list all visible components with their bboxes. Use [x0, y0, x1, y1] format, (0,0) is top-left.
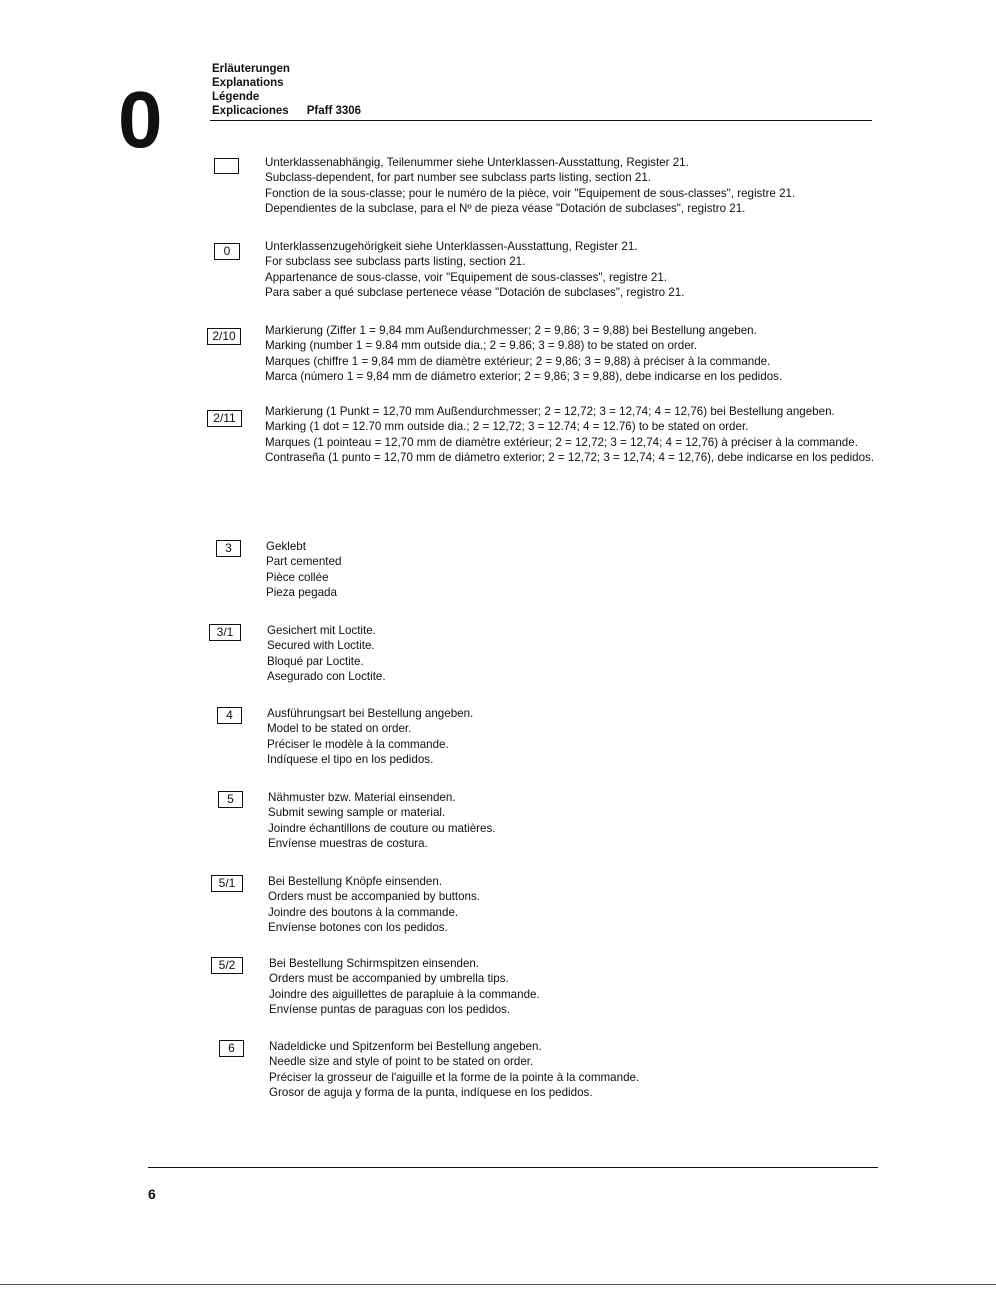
legend-line-de: Markierung (Ziffer 1 = 9,84 mm Außendurchmesser; 2 = 9,86; 3 = 9,88) bei Bestellung angeben. [265, 324, 757, 337]
header-title-de: Erläuterungen [212, 63, 290, 75]
legend-line-en: Needle size and style of point to be stated on order. [269, 1055, 534, 1069]
legend-line-de: Gesichert mit Loctite. [267, 624, 376, 637]
legend-text [265, 239, 875, 301]
legend-symbol: 5 [218, 791, 243, 808]
legend-line-en: Orders must be accompanied by umbrella tips. [269, 972, 509, 986]
legend-line-es: Envíense botones con los pedidos. [268, 921, 448, 935]
legend-line-de: Nadeldicke und Spitzenform bei Bestellung angeben. [269, 1040, 542, 1053]
header-title-fr: Légende [212, 91, 260, 103]
legend-line-es: Envíense muestras de costura. [268, 837, 428, 851]
page-number: 6 [148, 1186, 156, 1202]
legend-line-en: Marking (number 1 = 9.84 mm outside dia.; 2 = 9.86; 3 = 9.88) to be stated on order. [265, 339, 698, 353]
legend-line-de: Nähmuster bzw. Material einsenden. [268, 791, 456, 804]
legend-line-en: Orders must be accompanied by buttons. [268, 890, 481, 904]
legend-line-de: Unterklassenabhängig, Teilenummer siehe Unterklassen-Ausstattung, Register 21. [265, 156, 689, 169]
legend-text [269, 1039, 879, 1101]
header-title-en: Explanations [212, 77, 284, 89]
legend-text [267, 706, 877, 768]
legend-text [269, 956, 879, 1018]
legend-line-de: Unterklassenzugehörigkeit siehe Unterklassen-Ausstattung, Register 21. [265, 240, 638, 253]
legend-line-en: Secured with Loctite. [267, 639, 375, 653]
legend-line-fr: Appartenance de sous-classe, voir "Equipement de sous-classes", registre 21. [265, 270, 667, 284]
legend-line-fr: Marques (chiffre 1 = 9,84 mm de diamètre extérieur; 2 = 9,86; 3 = 9,88) à préciser à la commande. [265, 354, 771, 368]
legend-symbol: 0 [214, 243, 240, 260]
footer-rule [148, 1167, 878, 1168]
legend-line-en: Marking (1 dot = 12.70 mm outside dia.; 2 = 12,72; 3 = 12.74; 4 = 12.76) to be stated on order. [265, 420, 749, 434]
legend-line-es: Contraseña (1 punto = 12,70 mm de diámetro exterior; 2 = 12,72; 3 = 12,74; 4 = 12,76), debe indicarse en los pedidos. [265, 451, 875, 465]
legend-line-en: Model to be stated on order. [267, 722, 412, 736]
legend-line-fr: Préciser le modèle à la commande. [267, 737, 449, 751]
legend-line-es: Dependientes de la subclase, para el Nº de pieza véase "Dotación de subclases", registro 21. [265, 202, 746, 216]
legend-symbol: 3 [216, 540, 241, 557]
legend-line-de: Bei Bestellung Knöpfe einsenden. [268, 875, 443, 888]
legend-text [265, 155, 875, 217]
legend-line-fr: Pièce collée [266, 570, 329, 584]
legend-text [266, 539, 876, 601]
legend-text [268, 874, 878, 936]
legend-line-de: Bei Bestellung Schirmspitzen einsenden. [269, 957, 480, 970]
legend-text [268, 790, 878, 852]
legend-line-en: Subclass-dependent, for part number see subclass parts listing, section 21. [265, 171, 652, 185]
legend-text [265, 404, 875, 466]
legend-line-fr: Bloqué par Loctite. [267, 654, 364, 668]
legend-line-es: Grosor de aguja y forma de la punta, indíquese en los pedidos. [269, 1086, 593, 1100]
scan-edge-line [0, 1284, 996, 1285]
legend-line-en: For subclass see subclass parts listing, section 21. [265, 255, 526, 269]
legend-line-es: Marca (número 1 = 9,84 mm de diámetro exterior; 2 = 9,86; 3 = 9,88), debe indicarse en los pedidos. [265, 370, 783, 384]
legend-line-de: Ausführungsart bei Bestellung angeben. [267, 707, 474, 720]
legend-line-es: Envíense puntas de paraguas con los pedidos. [269, 1003, 511, 1017]
legend-line-fr: Joindre des aiguillettes de parapluie à la commande. [269, 987, 540, 1001]
legend-line-en: Part cemented [266, 555, 342, 569]
legend-symbol [214, 158, 239, 174]
legend-symbol: 2/10 [207, 328, 241, 345]
legend-text [265, 323, 875, 385]
legend-line-fr: Préciser la grosseur de l'aiguille et la forme de la pointe à la commande. [269, 1070, 640, 1084]
legend-symbol: 5/2 [211, 957, 243, 974]
header-model: Pfaff 3306 [306, 105, 362, 117]
legend-line-de: Markierung (1 Punkt = 12,70 mm Außendurchmesser; 2 = 12,72; 3 = 12,74; 4 = 12,76) bei Bestellung angeben. [265, 405, 835, 418]
legend-symbol: 4 [217, 707, 242, 724]
legend-line-fr: Fonction de la sous-classe; pour le numéro de la pièce, voir "Equipement de sous-classes", registre 21. [265, 186, 796, 200]
legend-line-es: Indíquese el tipo en los pedidos. [267, 753, 434, 767]
legend-line-es: Asegurado con Loctite. [267, 670, 386, 684]
page-header [212, 62, 361, 118]
legend-text [267, 623, 877, 685]
legend-line-fr: Joindre des boutons à la commande. [268, 905, 459, 919]
legend-line-es: Para saber a qué subclase pertenece véase "Dotación de subclases", registro 21. [265, 286, 685, 300]
legend-symbol: 5/1 [211, 875, 243, 892]
section-number: 0 [118, 75, 163, 164]
legend-symbol: 2/11 [207, 410, 242, 427]
legend-symbol: 3/1 [209, 624, 241, 641]
legend-line-en: Submit sewing sample or material. [268, 806, 446, 820]
legend-line-es: Pieza pegada [266, 586, 337, 600]
header-rule [210, 120, 872, 121]
legend-line-de: Geklebt [266, 540, 306, 553]
legend-line-fr: Marques (1 pointeau = 12,70 mm de diamètre extérieur; 2 = 12,72; 3 = 12,74; 4 = 12,76) à préciser à la commande. [265, 435, 858, 449]
header-title-es-row [212, 104, 361, 118]
legend-line-fr: Joindre échantillons de couture ou matières. [268, 821, 496, 835]
header-title-es: Explicaciones [212, 105, 289, 117]
legend-symbol: 6 [219, 1040, 244, 1057]
